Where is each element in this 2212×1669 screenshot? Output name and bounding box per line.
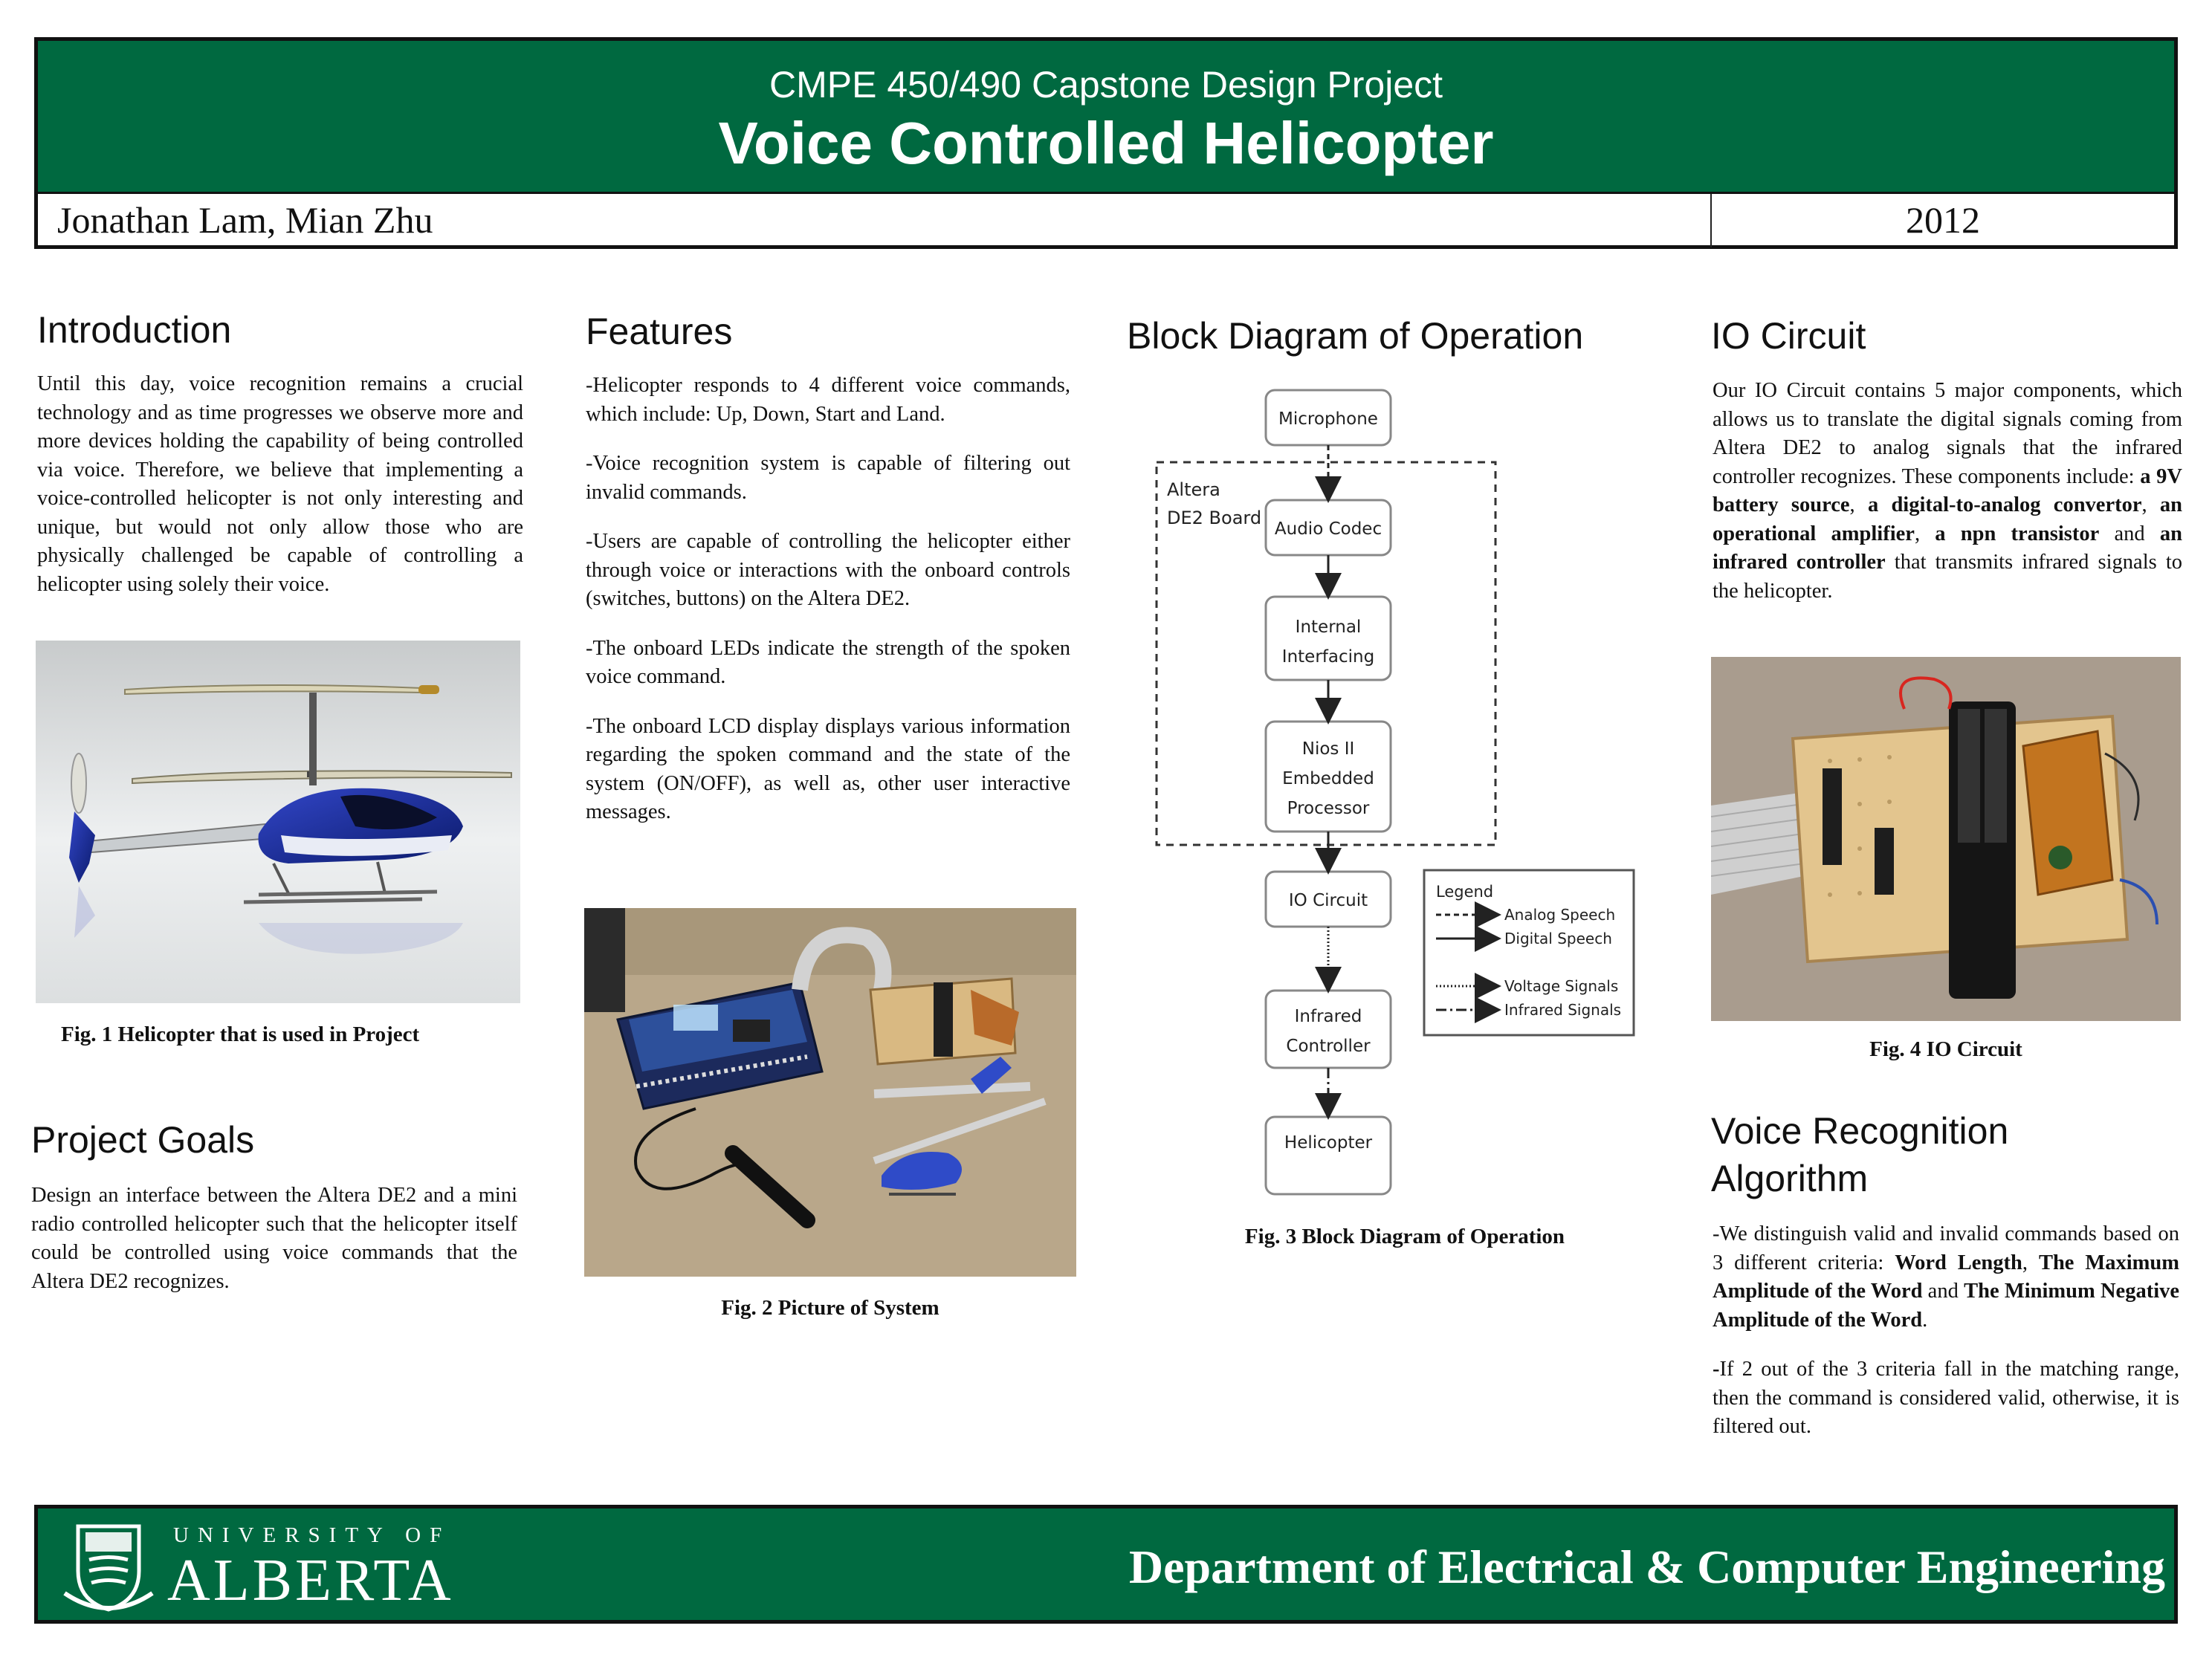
legend-digital: Digital Speech <box>1504 930 1612 947</box>
block-diagram <box>1145 375 1643 1219</box>
voice-text-part: and <box>1922 1280 1964 1303</box>
introduction-text: Until this day, voice recognition remains a crucial technology and as time progresses we observe more and more devices holding the capability of being controlled via voice. Therefore, we believe that implementing a voice-controlled helicopter is not only interesting and unique, but would not only allow those who are physically challenged be capable of controlling a helicopter using solely their voice. <box>37 372 523 596</box>
microphone-block <box>1266 390 1391 445</box>
project-goals-text: Design an interface between the Altera DE2 and a mini radio controlled helicopter such that the helicopter itself could be controlled using voice commands that the Altera DE2 recognizes. <box>31 1184 517 1293</box>
fig2-caption: Fig. 2 Picture of System <box>721 1296 940 1320</box>
infrared-label-2: Controller <box>1286 1037 1371 1056</box>
block-diagram-heading: Block Diagram of Operation <box>1127 315 1584 357</box>
io-circuit-label: IO Circuit <box>1288 891 1368 910</box>
legend-title: Legend <box>1436 883 1494 901</box>
infrared-controller-block <box>1266 991 1391 1068</box>
header-band <box>38 41 2174 192</box>
io-circuit-text <box>1713 377 2182 606</box>
component-9v-battery: a 9V battery source <box>1713 464 2182 516</box>
io-text-part: that transmits infrared signals to the helicopter. <box>1713 551 2182 603</box>
feature-item: -The onboard LEDs indicate the strength of the spoken voice command. <box>586 636 1070 688</box>
io-text-part: and <box>2099 522 2160 545</box>
poster-header <box>34 37 2178 249</box>
nios-label-2: Embedded <box>1282 769 1374 788</box>
project-goals-heading: Project Goals <box>31 1119 255 1161</box>
legend-analog: Analog Speech <box>1504 906 1616 924</box>
voice-algorithm-paragraph <box>1713 1220 2179 1335</box>
criterion-word-length: Word Length <box>1895 1251 2022 1274</box>
audio-codec-block <box>1266 500 1391 555</box>
university-crest-logo <box>63 1519 154 1614</box>
helicopter-label: Helicopter <box>1284 1133 1373 1153</box>
component-npn-transistor: a npn transistor <box>1935 522 2100 545</box>
poster-title: Voice Controlled Helicopter <box>718 110 1494 176</box>
component-ir-controller: an infrared controller <box>1713 522 2182 574</box>
voice-dash: - <box>1713 1358 1720 1381</box>
internal-interfacing-block <box>1266 597 1391 680</box>
feature-item: -Users are capable of controlling the helicopter either through voice or interactions with the onboard controls (switches, buttons) on the Altera DE2. <box>586 530 1070 610</box>
diagram-legend <box>1424 870 1634 1035</box>
criterion-max-amplitude: The Maximum Amplitude of the Word <box>1713 1251 2180 1303</box>
authors: Jonathan Lam, Mian Zhu <box>57 199 433 241</box>
voice-heading-line2: Algorithm <box>1711 1158 1869 1199</box>
io-circuit-block <box>1266 872 1391 927</box>
fig1-caption: Fig. 1 Helicopter that is used in Project <box>61 1023 420 1046</box>
feature-item: -The onboard LCD display displays various information regarding the spoken command and the state of the system (ON/OFF), as well as, other user interactive messages. <box>586 714 1070 823</box>
internal-label-2: Interfacing <box>1281 647 1375 667</box>
infrared-label-1: Infrared <box>1294 1007 1362 1026</box>
voice-text-part: If 2 out of the 3 criteria fall in the matching range, then the command is considered valid, otherwise, it is filtered out. <box>1713 1358 2179 1438</box>
legend-infrared: Infrared Signals <box>1504 1001 1622 1019</box>
voice-algorithm-text <box>1713 1220 2179 1462</box>
feature-item: -Helicopter responds to 4 different voice commands, which include: Up, Down, Start and Land. <box>586 374 1070 426</box>
voice-text-part: . <box>1922 1308 1928 1332</box>
io-text-part: Our IO Circuit contains 5 major components, which allows us to translate the digital signals coming from Altera DE2 to analog signals that the infrared controller recognizes. These components include: <box>1713 379 2182 488</box>
board-label-line2: DE2 Board <box>1167 508 1262 528</box>
voice-algorithm-paragraph <box>1713 1355 2179 1442</box>
helicopter-block <box>1266 1117 1391 1194</box>
voice-algorithm-heading <box>1711 1107 2008 1202</box>
component-op-amp: an operational amplifier <box>1713 493 2183 545</box>
audio-codec-label: Audio Codec <box>1274 519 1382 539</box>
voice-text-part: -We distinguish valid and invalid commands based on 3 different criteria: <box>1713 1222 2179 1274</box>
year: 2012 <box>1906 199 1980 241</box>
department-name: Department of Electrical & Computer Engineering <box>1128 1540 2165 1593</box>
io-circuit-heading: IO Circuit <box>1711 315 1866 357</box>
io-text-part: , <box>2141 493 2160 516</box>
fig4-caption: Fig. 4 IO Circuit <box>1869 1037 2022 1061</box>
author-row <box>38 192 2174 245</box>
voice-heading-line1: Voice Recognition <box>1711 1110 2009 1152</box>
io-circuit-photo <box>1711 657 2181 1021</box>
fig3-caption: Fig. 3 Block Diagram of Operation <box>1244 1225 1565 1248</box>
voice-text-part: , <box>2022 1251 2039 1274</box>
nios-label-1: Nios II <box>1301 739 1355 759</box>
component-dac: a digital-to-analog convertor <box>1867 493 2142 516</box>
nios-processor-block <box>1266 722 1391 832</box>
board-label-line1: Altera <box>1167 479 1220 500</box>
system-photo <box>584 908 1076 1277</box>
course-title: CMPE 450/490 Capstone Design Project <box>769 64 1443 106</box>
feature-item: -Voice recognition system is capable of filtering out invalid commands. <box>586 452 1070 504</box>
features-list <box>586 372 1070 848</box>
io-text-part: , <box>1914 522 1936 545</box>
legend-voltage: Voltage Signals <box>1504 977 1619 995</box>
internal-label-1: Internal <box>1295 618 1362 637</box>
helicopter-photo <box>36 641 520 1003</box>
criterion-min-amplitude: The Minimum Negative Amplitude of the Word <box>1713 1280 2180 1332</box>
introduction-heading: Introduction <box>37 309 232 351</box>
nios-label-3: Processor <box>1287 799 1370 818</box>
alberta-wordmark: ALBERTA <box>167 1548 454 1613</box>
microphone-label: Microphone <box>1278 409 1378 429</box>
features-heading: Features <box>586 311 733 352</box>
university-of-label: UNIVERSITY OF <box>173 1523 451 1547</box>
io-text-part: , <box>1849 493 1868 516</box>
poster-footer <box>34 1505 2178 1624</box>
